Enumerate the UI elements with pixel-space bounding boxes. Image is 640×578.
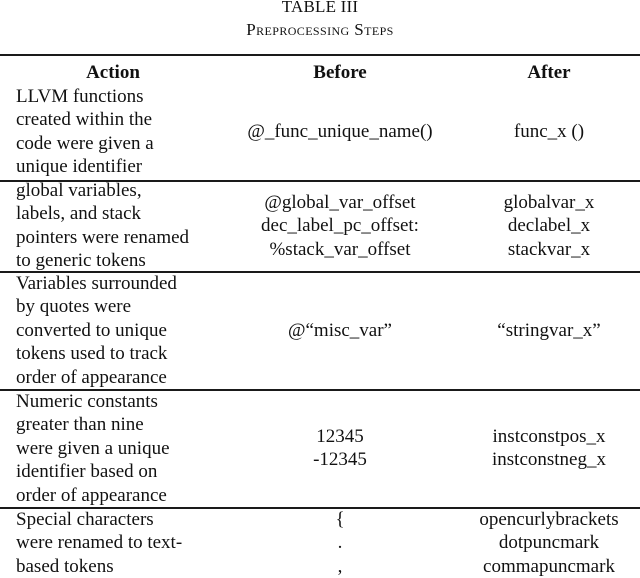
after-line: declabel_x xyxy=(507,215,591,237)
action-line: Numeric constants xyxy=(16,391,158,412)
action-line: converted to unique xyxy=(16,319,167,341)
after-line: func_x () xyxy=(513,121,585,142)
action-line: to generic tokens xyxy=(16,250,146,272)
after-line: commapuncmark xyxy=(483,555,615,577)
action-cell xyxy=(16,508,216,578)
before-line: %stack_var_offset xyxy=(269,238,411,260)
action-line: greater than nine xyxy=(16,414,144,436)
action-line: pointers were renamed xyxy=(16,226,190,248)
action-line: LLVM functions xyxy=(16,86,144,107)
before-line: 12345 xyxy=(316,426,364,447)
action-cell xyxy=(16,179,216,273)
after-line: dotpuncmark xyxy=(498,532,600,554)
after-line: instconstpos_x xyxy=(492,426,606,447)
table-title: Preprocessing Steps xyxy=(246,20,394,39)
before-line: @_func_unique_name() xyxy=(247,121,433,142)
action-line: labels, and stack xyxy=(16,203,142,225)
header-before: Before xyxy=(313,62,367,83)
before-line: { xyxy=(335,509,345,530)
action-line: Variables surrounded xyxy=(16,273,177,294)
action-line: order of appearance xyxy=(16,484,167,506)
table-number: TABLE III xyxy=(281,0,359,16)
before-line: -12345 xyxy=(313,449,367,471)
action-line: identifier based on xyxy=(16,461,158,483)
before-cell xyxy=(220,319,460,342)
top-rule xyxy=(0,54,640,56)
after-cell xyxy=(460,508,638,578)
before-line: . xyxy=(337,532,343,554)
action-line: global variables, xyxy=(16,180,142,201)
after-cell xyxy=(460,425,638,472)
before-line: , xyxy=(337,555,343,577)
after-line: opencurlybrackets xyxy=(479,509,619,530)
action-cell xyxy=(16,272,216,389)
after-line: “stringvar_x” xyxy=(497,320,601,341)
action-line: unique identifier xyxy=(16,156,143,178)
action-line: by quotes were xyxy=(16,296,132,318)
action-cell xyxy=(16,390,216,507)
before-line: @global_var_offset xyxy=(264,192,416,213)
after-line: stackvar_x xyxy=(507,238,591,260)
action-cell xyxy=(16,85,216,179)
action-line: based tokens xyxy=(16,555,114,577)
header-after: After xyxy=(527,62,571,83)
before-cell xyxy=(220,191,460,261)
action-line: were given a unique xyxy=(16,437,170,459)
before-cell xyxy=(220,425,460,472)
header-action: Action xyxy=(86,62,140,83)
action-line: order of appearance xyxy=(16,366,167,388)
after-cell xyxy=(460,120,638,143)
before-line: @“misc_var” xyxy=(287,320,392,341)
action-line: were renamed to text- xyxy=(16,532,183,554)
before-line: dec_label_pc_offset: xyxy=(261,215,419,237)
after-cell xyxy=(460,191,638,261)
before-cell xyxy=(220,120,460,143)
action-line: tokens used to track xyxy=(16,343,168,365)
after-line: globalvar_x xyxy=(503,192,595,213)
before-cell xyxy=(220,508,460,578)
action-line: created within the xyxy=(16,109,153,131)
action-line: Special characters xyxy=(16,509,154,530)
after-cell xyxy=(460,319,638,342)
after-line: instconstneg_x xyxy=(492,449,606,471)
action-line: code were given a xyxy=(16,132,154,154)
